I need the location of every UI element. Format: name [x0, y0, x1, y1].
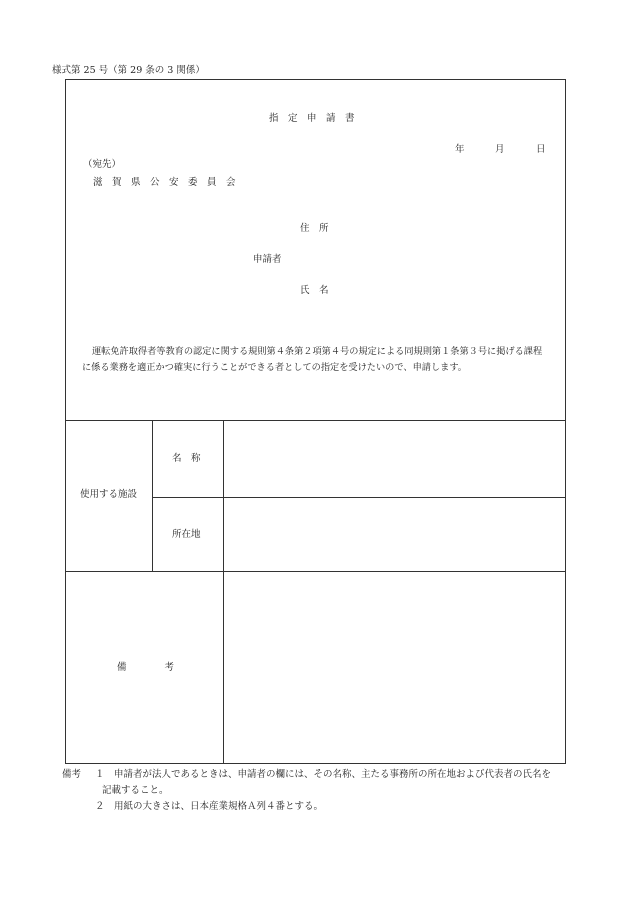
footnote-1-number: １ [95, 769, 105, 780]
field-column-divider [223, 420, 224, 764]
addressee: 滋 賀 県 公 安 委 員 会 [93, 177, 236, 188]
remarks-top-border [65, 571, 566, 572]
application-statement-line1: 運転免許取得者等教育の認定に関する規則第４条第２項第４号の規定による同規則第１条第３号に掲げる課程 [92, 346, 543, 357]
facility-name-label: 名 称 [172, 453, 201, 464]
footnote-1-line1: 申請者が法人であるときは、申請者の欄には、その名称、主たる事務所の所在地および代表者の氏名を [114, 769, 552, 780]
form-number: 様式第 25 号（第 29 条の 3 関係） [52, 65, 205, 76]
facility-top-border [65, 420, 566, 421]
facility-label-divider [152, 420, 153, 572]
addressee-label: （宛先） [83, 159, 122, 170]
facility-location-label: 所在地 [172, 529, 201, 540]
frame-bottom-border [65, 763, 566, 764]
footnote-2-number: ２ [95, 801, 105, 812]
date-year-label: 年 [455, 144, 465, 155]
frame-right-border [565, 79, 566, 764]
footnote-1-line2: 記載すること。 [102, 785, 169, 796]
remarks-label: 備 考 [117, 662, 175, 673]
footnote-heading: 備考 [62, 769, 82, 780]
application-statement-line2: に係る業務を適正かつ確実に行うことができる者としての指定を受けたいので、申請します。 [82, 362, 467, 373]
name-label: 氏 名 [300, 285, 329, 296]
address-label: 住 所 [300, 223, 329, 234]
applicant-label: 申請者 [253, 254, 282, 265]
frame-left-border [65, 79, 66, 764]
document-title: 指 定 申 請 書 [269, 113, 355, 124]
date-month-label: 月 [495, 144, 505, 155]
facility-label: 使用する施設 [80, 489, 138, 500]
frame-top-border [65, 79, 566, 80]
date-day-label: 日 [536, 144, 546, 155]
facility-row-divider [152, 497, 566, 498]
footnote-2-text: 用紙の大きさは、日本産業規格Ａ列４番とする。 [114, 801, 324, 812]
